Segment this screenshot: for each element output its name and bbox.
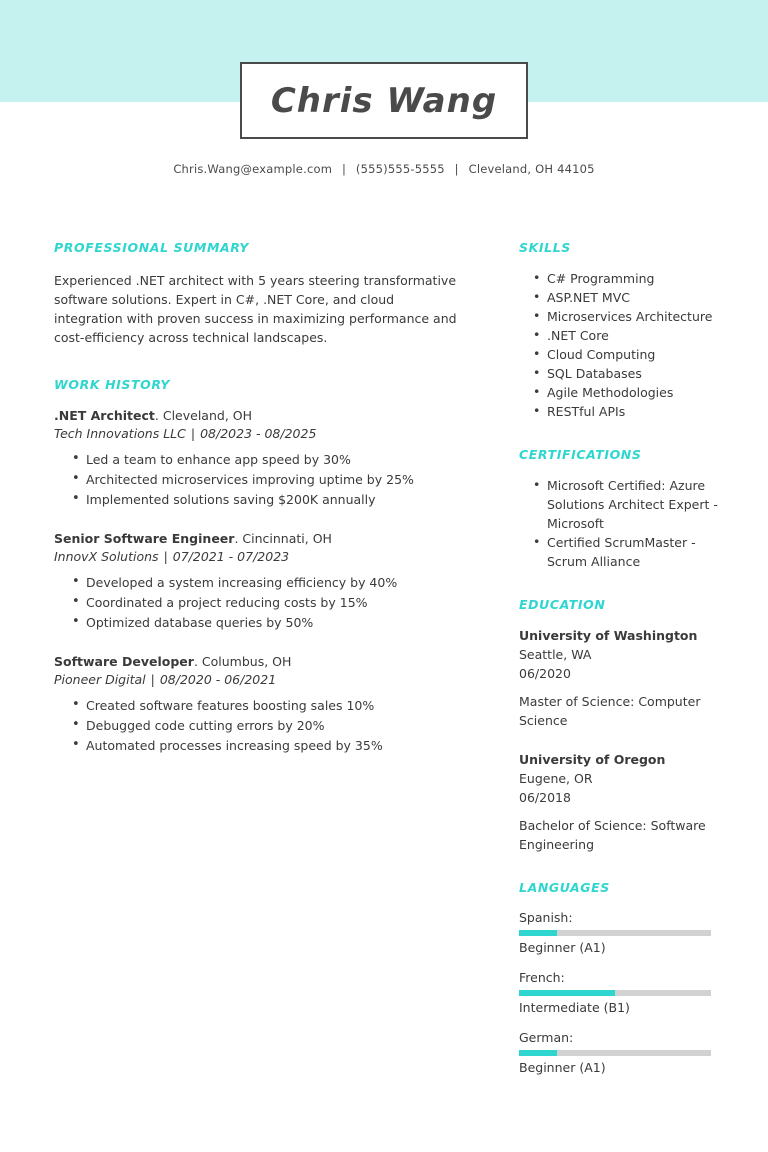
section-title-certifications: CERTIFICATIONS — [519, 447, 642, 462]
skill-item: • .NET Core — [533, 326, 719, 345]
job-meta — [54, 549, 464, 564]
language-entry — [519, 969, 719, 1017]
job-company: InnovX Solutions — [54, 549, 159, 564]
education-entry — [519, 626, 719, 730]
section-title-work-history: WORK HISTORY — [54, 377, 171, 392]
job-bullet: • Automated processes increasing speed by 35% — [72, 736, 464, 755]
language-proficiency-bar — [519, 930, 711, 936]
skill-item: • ASP.NET MVC — [533, 288, 719, 307]
job-bullet: • Developed a system increasing efficiency by 40% — [72, 573, 464, 592]
name-box — [240, 62, 528, 139]
education-date: 06/2020 — [519, 666, 571, 681]
certifications-list — [519, 476, 719, 571]
job-title-line — [54, 408, 464, 423]
job-bullets — [54, 450, 464, 509]
language-name: German: — [519, 1030, 574, 1045]
language-entry — [519, 1029, 719, 1077]
job-bullet: • Created software features boosting sales 10% — [72, 696, 464, 715]
job-meta-separator: | — [150, 672, 155, 687]
education-school: University of Oregon — [519, 752, 666, 767]
job-bullets — [54, 696, 464, 755]
certification-item: • Certified ScrumMaster - Scrum Alliance — [533, 533, 719, 571]
skill-item: • RESTful APIs — [533, 402, 719, 421]
job-dates: 07/2021 - 07/2023 — [172, 549, 290, 564]
left-column — [54, 240, 464, 777]
contact-separator-1: | — [341, 162, 347, 176]
right-column — [519, 240, 719, 1103]
summary-text: Experienced .NET architect with 5 years steering transformative software solutions. Expert in C#, .NET Core, and cloud integration with proven success in maximizing performance and cost-efficiency across technical landscapes. — [54, 273, 457, 345]
section-title-professional-summary: PROFESSIONAL SUMMARY — [54, 240, 250, 255]
section-certifications — [519, 447, 719, 571]
job-company: Tech Innovations LLC — [54, 426, 186, 441]
page-title: Chris Wang — [270, 80, 498, 121]
education-location: Eugene, OR — [519, 771, 593, 786]
job-role: .NET Architect — [54, 408, 155, 423]
job-bullet: • Debugged code cutting errors by 20% — [72, 716, 464, 735]
education-degree: Bachelor of Science: Software Engineering — [519, 818, 706, 852]
job-meta-separator: | — [163, 549, 168, 564]
job-bullet: • Optimized database queries by 50% — [72, 613, 464, 632]
section-title-languages: LANGUAGES — [519, 880, 610, 895]
education-date: 06/2018 — [519, 790, 571, 805]
contact-line — [0, 162, 768, 176]
job-bullet: • Coordinated a project reducing costs by 15% — [72, 593, 464, 612]
job-bullet: • Led a team to enhance app speed by 30% — [72, 450, 464, 469]
education-degree: Master of Science: Computer Science — [519, 694, 701, 728]
certification-item: • Microsoft Certified: Azure Solutions Architect Expert - Microsoft — [533, 476, 719, 533]
job-role-punct: . — [154, 408, 163, 423]
language-name: Spanish: — [519, 910, 573, 925]
skill-item: • Microservices Architecture — [533, 307, 719, 326]
skill-item: • Cloud Computing — [533, 345, 719, 364]
job-entry — [54, 531, 464, 564]
skill-item: • Agile Methodologies — [533, 383, 719, 402]
job-location: Columbus, OH — [201, 654, 292, 669]
skill-item: • C# Programming — [533, 269, 719, 288]
job-title-line — [54, 654, 464, 669]
job-meta — [54, 672, 464, 687]
language-proficiency-fill — [519, 1050, 557, 1056]
job-entry — [54, 408, 464, 441]
section-title-education: EDUCATION — [519, 597, 606, 612]
job-bullet: • Architected microservices improving uptime by 25% — [72, 470, 464, 489]
job-dates: 08/2020 - 06/2021 — [159, 672, 277, 687]
language-proficiency-fill — [519, 930, 557, 936]
job-meta-separator: | — [190, 426, 196, 441]
section-education — [519, 597, 719, 854]
contact-email: Chris.Wang@example.com — [173, 162, 333, 176]
contact-phone: (555)555-5555 — [355, 162, 445, 176]
education-entry — [519, 750, 719, 854]
section-professional-summary — [54, 240, 464, 347]
education-location: Seattle, WA — [519, 647, 592, 662]
language-entry — [519, 909, 719, 957]
language-proficiency-fill — [519, 990, 615, 996]
contact-separator-2: | — [454, 162, 459, 176]
section-title-skills: SKILLS — [519, 240, 571, 255]
job-company: Pioneer Digital — [54, 672, 146, 687]
skill-item: • SQL Databases — [533, 364, 719, 383]
section-work-history — [54, 377, 464, 755]
job-title-line — [54, 531, 464, 546]
skills-list — [519, 269, 719, 421]
language-proficiency-bar — [519, 990, 711, 996]
job-bullet: • Implemented solutions saving $200K annually — [72, 490, 464, 509]
language-level: Beginner (A1) — [519, 1060, 606, 1075]
job-location: Cincinnati, OH — [242, 531, 332, 546]
section-languages — [519, 880, 719, 1077]
education-school: University of Washington — [519, 628, 698, 643]
job-role: Senior Software Engineer — [54, 531, 235, 546]
job-meta — [54, 426, 464, 441]
job-role-punct: . — [193, 654, 202, 669]
job-bullets — [54, 573, 464, 632]
job-location: Cleveland, OH — [162, 408, 253, 423]
language-name: French: — [519, 970, 565, 985]
job-role-punct: . — [234, 531, 243, 546]
language-level: Beginner (A1) — [519, 940, 606, 955]
contact-location: Cleveland, OH 44105 — [468, 162, 595, 176]
job-dates: 08/2023 - 08/2025 — [200, 426, 317, 441]
section-skills — [519, 240, 719, 421]
language-proficiency-bar — [519, 1050, 711, 1056]
job-entry — [54, 654, 464, 687]
language-level: Intermediate (B1) — [519, 1000, 630, 1015]
job-role: Software Developer — [54, 654, 194, 669]
